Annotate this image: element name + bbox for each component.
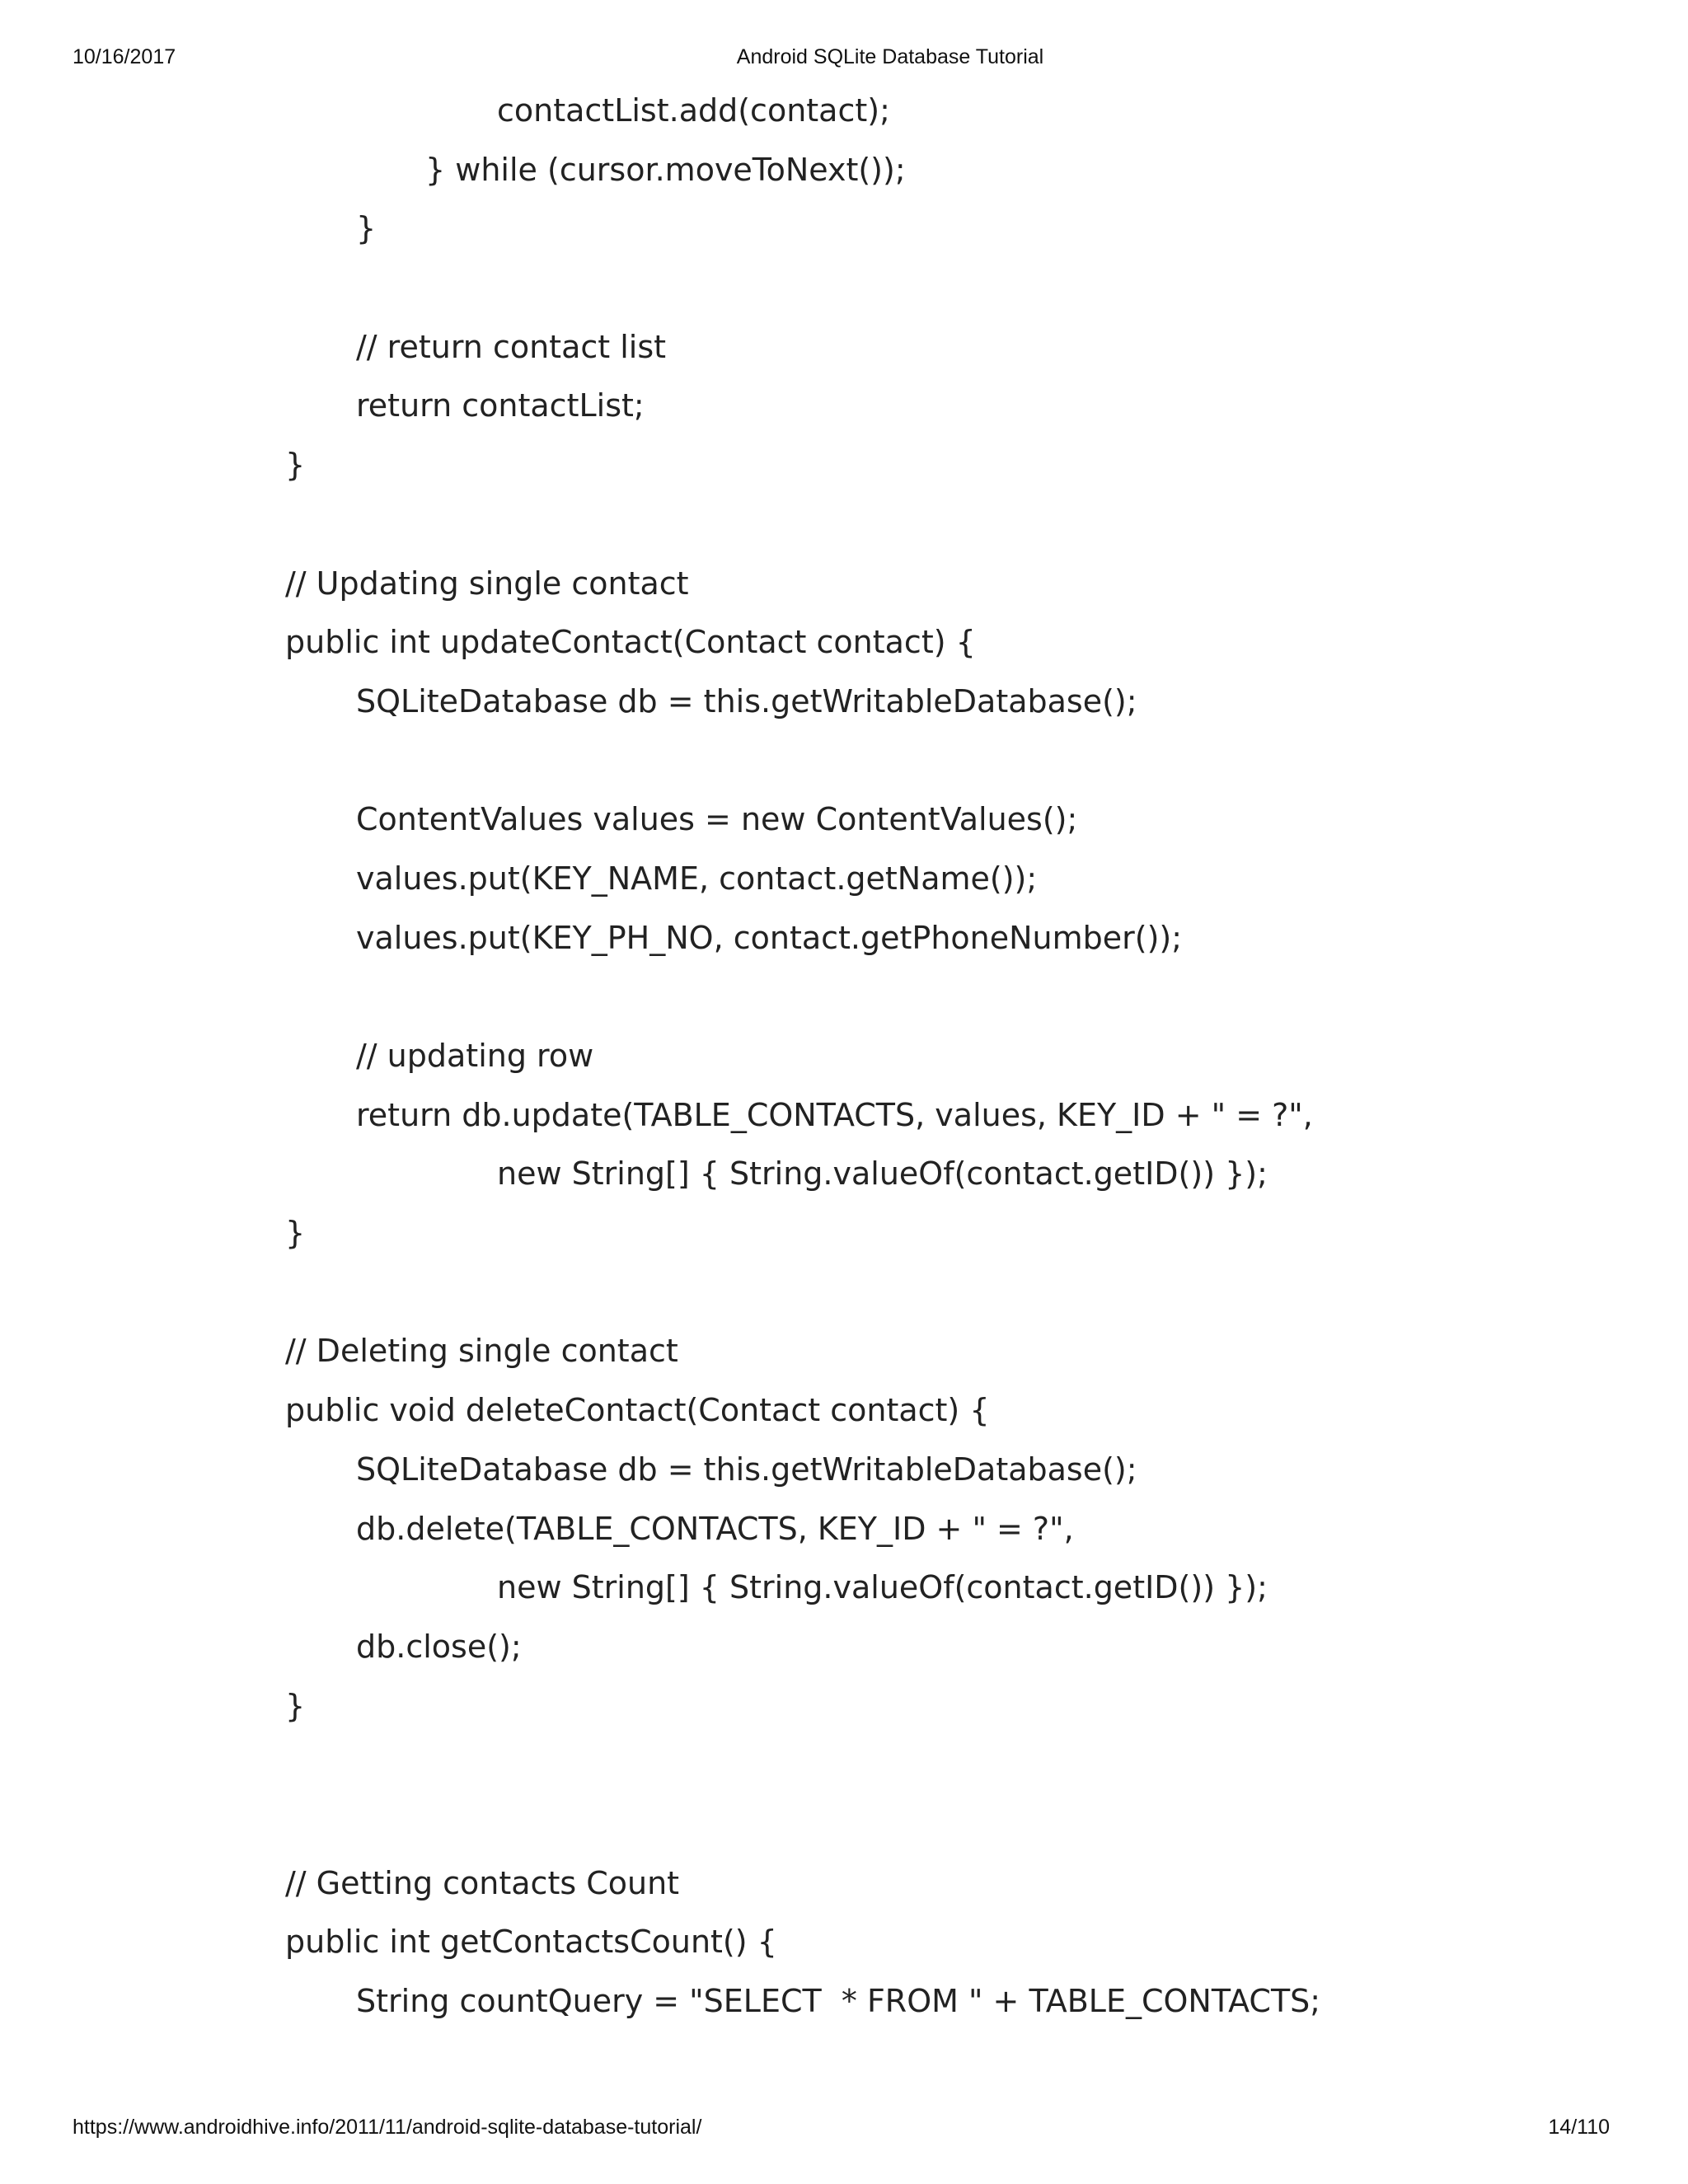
code-block — [0, 87, 1688, 2036]
code-line: } — [285, 1215, 306, 1252]
footer-url: https://www.androidhive.info/2011/11/android-sqlite-database-tutorial/ — [73, 2116, 702, 2139]
code-line: } while (cursor.moveToNext()); — [425, 151, 906, 188]
code-line: return db.update(TABLE_CONTACTS, values, KEY_ID + " = ?", — [356, 1096, 1313, 1133]
code-line: SQLiteDatabase db = this.getWritableDatabase(); — [356, 682, 1137, 719]
code-line: public int updateContact(Contact contact) { — [285, 624, 976, 661]
code-line: values.put(KEY_NAME, contact.getName()); — [356, 860, 1038, 897]
code-line: new String[] { String.valueOf(contact.getID()) }); — [497, 1155, 1268, 1193]
code-line: } — [285, 447, 306, 484]
code-line: public int getContactsCount() { — [285, 1924, 777, 1961]
code-line: } — [285, 1687, 306, 1724]
code-line: db.close(); — [356, 1628, 522, 1665]
header-date: 10/16/2017 — [73, 45, 176, 68]
blank-line — [0, 500, 1688, 560]
code-line: // Deleting single contact — [285, 1333, 678, 1370]
code-line: new String[] { String.valueOf(contact.getID()) }); — [497, 1569, 1268, 1606]
code-line: return contactList; — [356, 387, 645, 424]
code-line: contactList.add(contact); — [497, 92, 890, 129]
code-line: // updating row — [356, 1038, 594, 1074]
code-line: public void deleteContact(Contact contact) { — [285, 1392, 990, 1429]
code-line: ContentValues values = new ContentValues(); — [356, 801, 1078, 838]
blank-line — [0, 1800, 1688, 1859]
code-line: // return contact list — [356, 328, 667, 365]
blank-line — [0, 972, 1688, 1032]
code-line: SQLiteDatabase db = this.getWritableDatabase(); — [356, 1451, 1137, 1488]
code-line: } — [356, 210, 377, 247]
code-line: db.delete(TABLE_CONTACTS, KEY_ID + " = ?", — [356, 1510, 1074, 1547]
header-title: Android SQLite Database Tutorial — [736, 45, 1044, 68]
blank-line — [0, 737, 1688, 796]
page-number: 14/110 — [1548, 2116, 1610, 2139]
code-line: values.put(KEY_PH_NO, contact.getPhoneNumber()); — [356, 919, 1183, 956]
code-line: String countQuery = "SELECT * FROM " + TABLE_CONTACTS; — [356, 1983, 1321, 2019]
blank-line — [0, 264, 1688, 323]
blank-line — [0, 1268, 1688, 1328]
code-line: // Getting contacts Count — [285, 1864, 680, 1901]
blank-line — [0, 1741, 1688, 1800]
code-line: // Updating single contact — [285, 565, 689, 602]
